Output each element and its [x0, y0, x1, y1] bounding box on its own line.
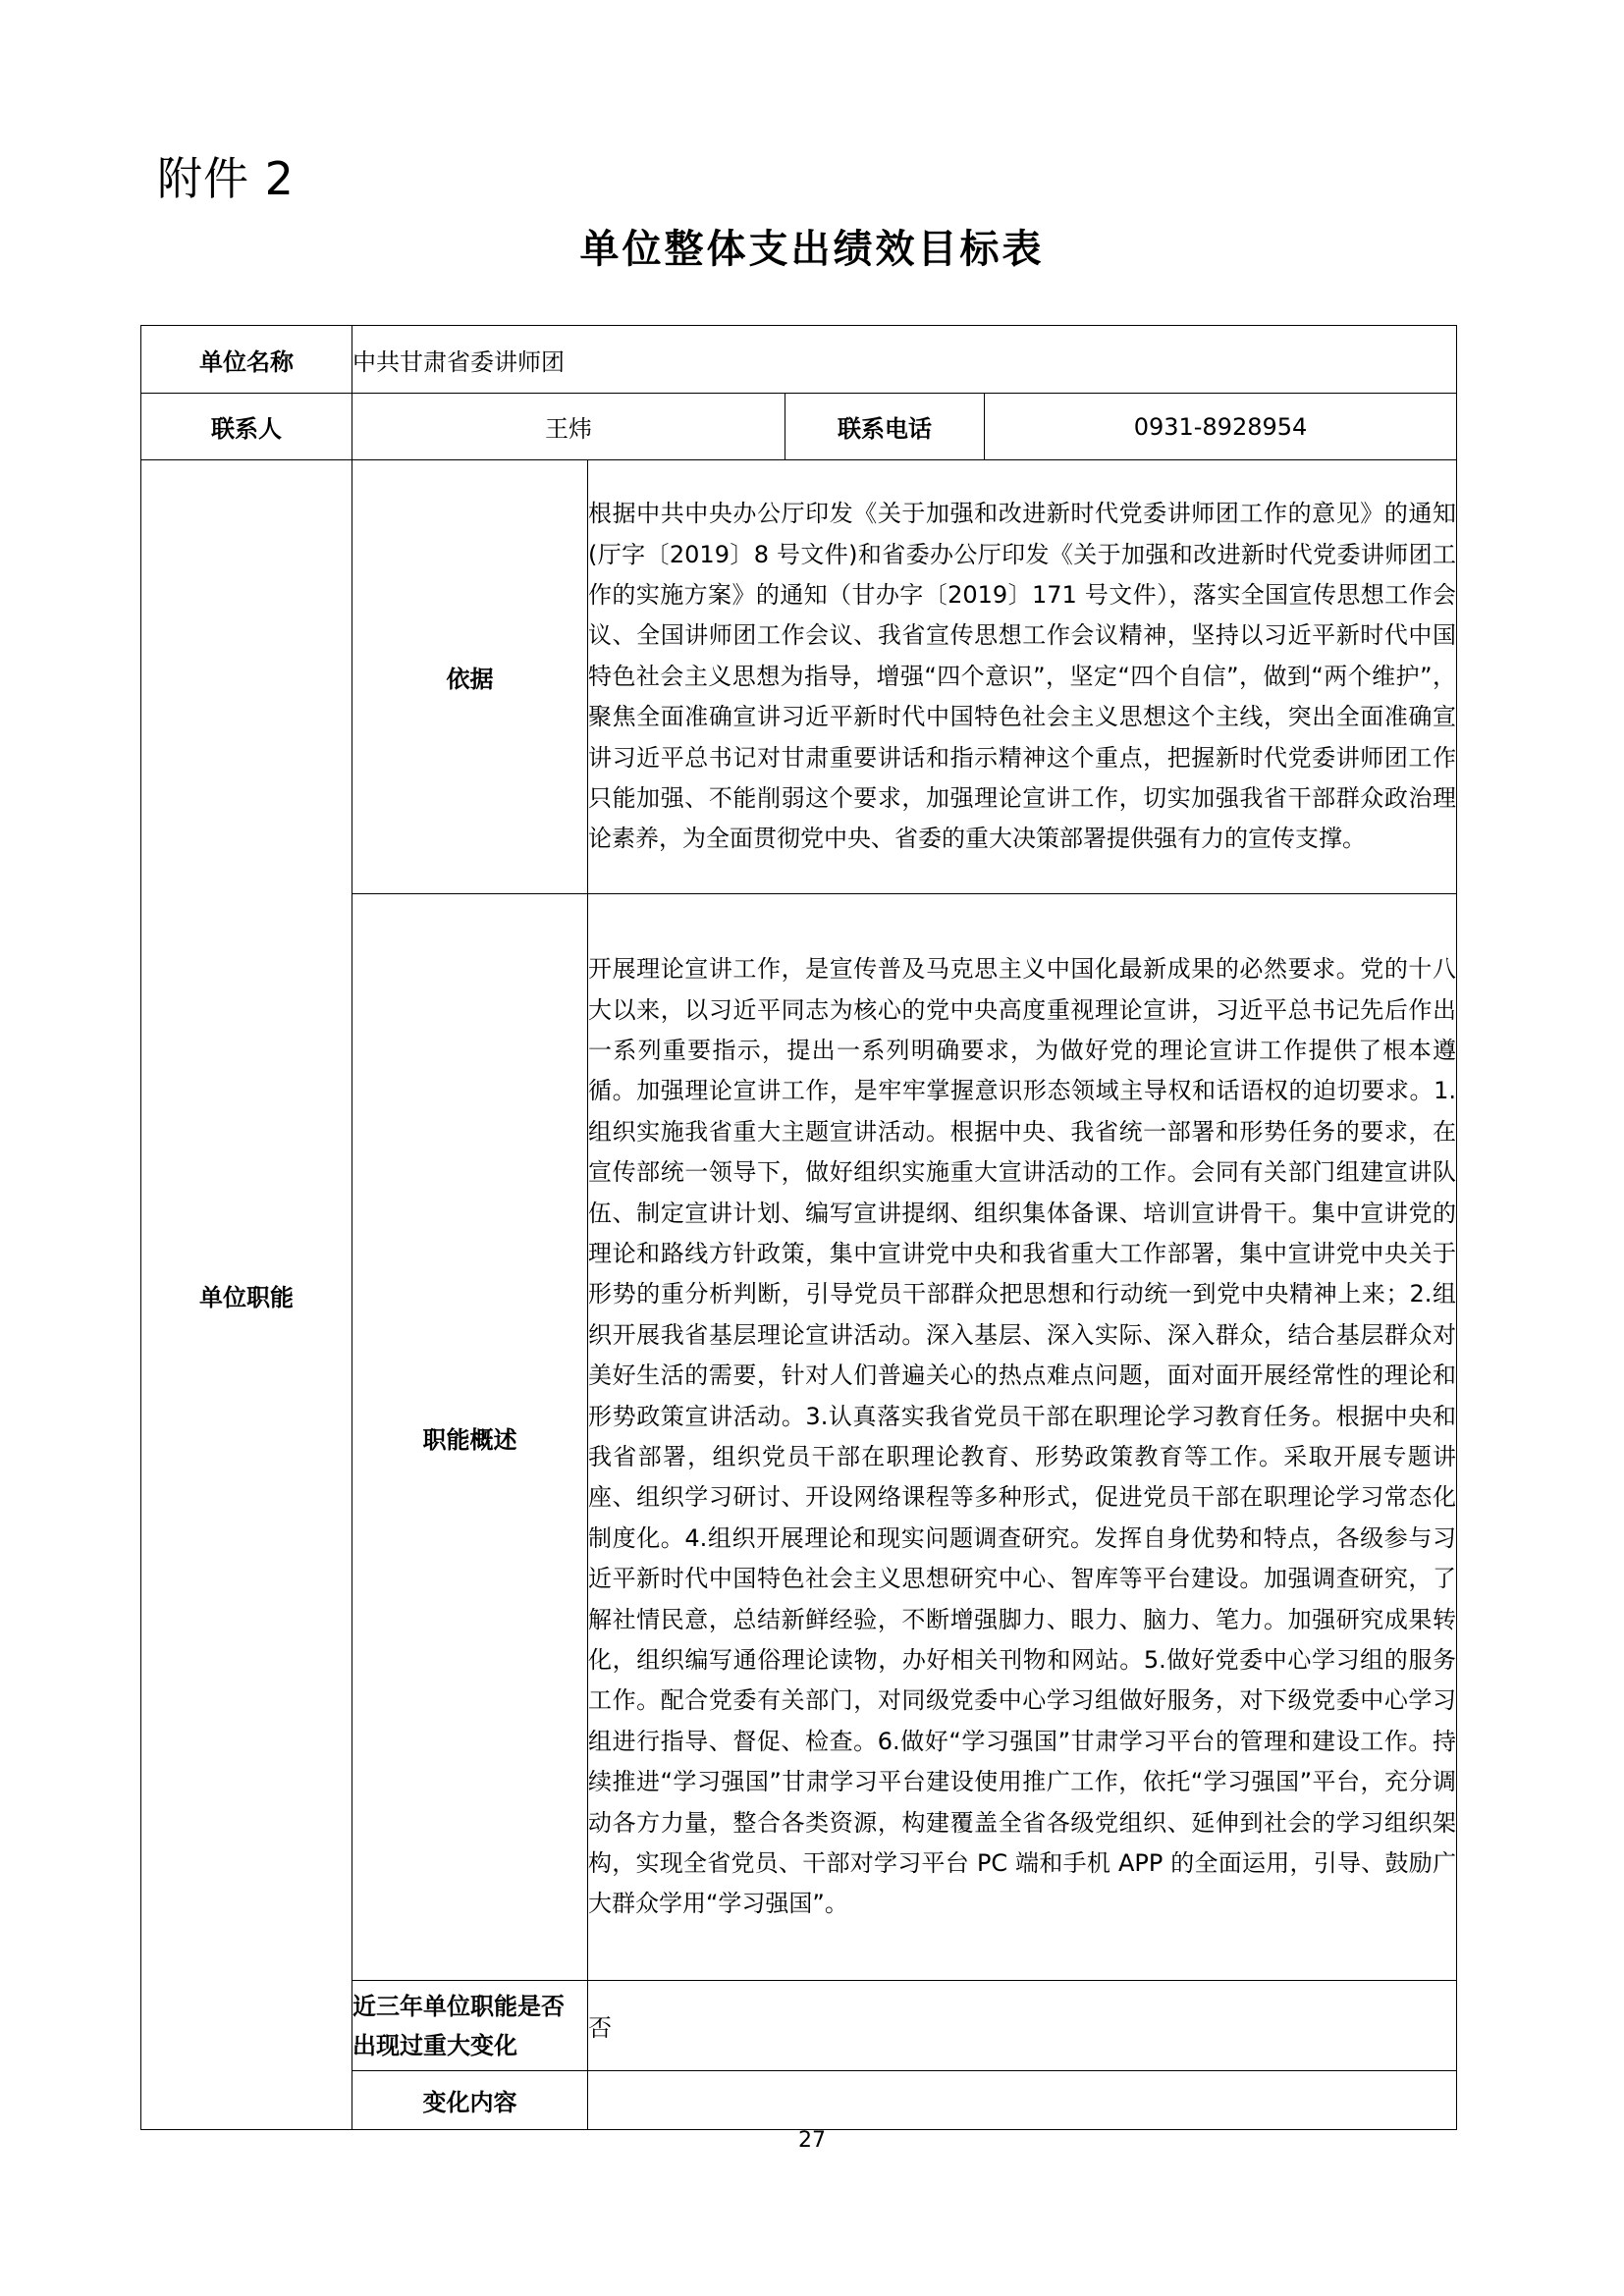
contact-phone-value: 0931-8928954: [985, 394, 1457, 460]
page-number: 27: [798, 2128, 826, 2153]
unit-name-label: 单位名称: [141, 326, 352, 394]
function-overview-text: 开展理论宣讲工作，是宣传普及马克思主义中国化最新成果的必然要求。党的十八大以来，以习近平同志为核心的党中央高度重视理论宣讲，习近平总书记先后作出一系列重要指示，提出一系列明确要求，为做好党的理论宣讲工作提供了根本遵循。加强理论宣讲工作，是牢牢掌握意识形态领域主导权和话语权的迫切要求。1.组织实施我省重大主题宣讲活动。根据中央、我省统一部署和形势任务的要求，在宣传部统一领导下，做好组织实施重大宣讲活动的工作。会同有关部门组建宣讲队伍、制定宣讲计划、编写宣讲提纲、组织集体备课、培训宣讲骨干。集中宣讲党的理论和路线方针政策，集中宣讲党中央和我省重大工作部署，集中宣讲党中央关于形势的重分析判断，引导党员干部群众把思想和行动统一到党中央精神上来；2.组织开展我省基层理论宣讲活动。深入基层、深入实际、深入群众，结合基层群众对美好生活的需要，针对人们普遍关心的热点难点问题，面对面开展经常性的理论和形势政策宣讲活动。3.认真落实我省党员干部在职理论学习教育任务。根据中央和我省部署，组织党员干部在职理论教育、形势政策教育等工作。采取开展专题讲座、组织学习研讨、开设网络课程等多种形式，促进党员干部在职理论学习常态化制度化。4.组织开展理论和现实问题调查研究。发挥自身优势和特点，各级参与习近平新时代中国特色社会主义思想研究中心、智库等平台建设。加强调查研究，了解社情民意，总结新鲜经验，不断增强脚力、眼力、脑力、笔力。加强研究成果转化，组织编写通俗理论读物，办好相关刊物和网站。5.做好党委中心学习组的服务工作。配合党委有关部门，对同级党委中心学习组做好服务，对下级党委中心学习组进行指导、督促、检查。6.做好“学习强国”甘肃学习平台的管理和建设工作。持续推进“学习强国”甘肃学习平台建设使用推广工作，依托“学习强国”平台，充分调动各方力量，整合各类资源，构建覆盖全省各级党组织、延伸到社会的学习组织架构，实现全省党员、干部对学习平台 PC 端和手机 APP 的全面运用，引导、鼓励广大群众学用“学习强国”。: [588, 894, 1457, 1981]
basis-row: [141, 460, 1457, 894]
unit-name-row: [141, 326, 1457, 394]
basis-text: 根据中共中央办公厅印发《关于加强和改进新时代党委讲师团工作的意见》的通知(厅字〔2019〕8 号文件)和省委办公厅印发《关于加强和改进新时代党委讲师团工作的实施方案》的通知（甘办字〔2019〕171 号文件），落实全国宣传思想工作会议、全国讲师团工作会议、我省宣传思想工作会议精神，坚持以习近平新时代中国特色社会主义思想为指导，增强“四个意识”，坚定“四个自信”，做到“两个维护”，聚焦全面准确宣讲习近平新时代中国特色社会主义思想这个主线，突出全面准确宣讲习近平总书记对甘肃重要讲话和指示精神这个重点，把握新时代党委讲师团工作只能加强、不能削弱这个要求，加强理论宣讲工作，切实加强我省干部群众政治理论素养，为全面贯彻党中央、省委的重大决策部署提供强有力的宣传支撑。: [588, 460, 1457, 894]
function-change-label: 近三年单位职能是否出现过重大变化: [352, 1981, 588, 2071]
function-overview-label: 职能概述: [352, 894, 588, 1981]
change-content-value: [588, 2071, 1457, 2130]
contact-person-label: 联系人: [141, 394, 352, 460]
page-title: 单位整体支出绩效目标表: [579, 227, 1045, 272]
attachment-label: 附件 2: [157, 152, 295, 205]
unit-functions-label: 单位职能: [141, 460, 352, 2130]
change-content-label: 变化内容: [352, 2071, 588, 2130]
basis-label: 依据: [352, 460, 588, 894]
performance-target-table: [140, 325, 1457, 2130]
contact-row: [141, 394, 1457, 460]
unit-name-value: 中共甘肃省委讲师团: [352, 326, 1457, 394]
contact-phone-label: 联系电话: [785, 394, 985, 460]
contact-person-value: 王炜: [352, 394, 785, 460]
function-change-value: 否: [588, 1981, 1457, 2071]
